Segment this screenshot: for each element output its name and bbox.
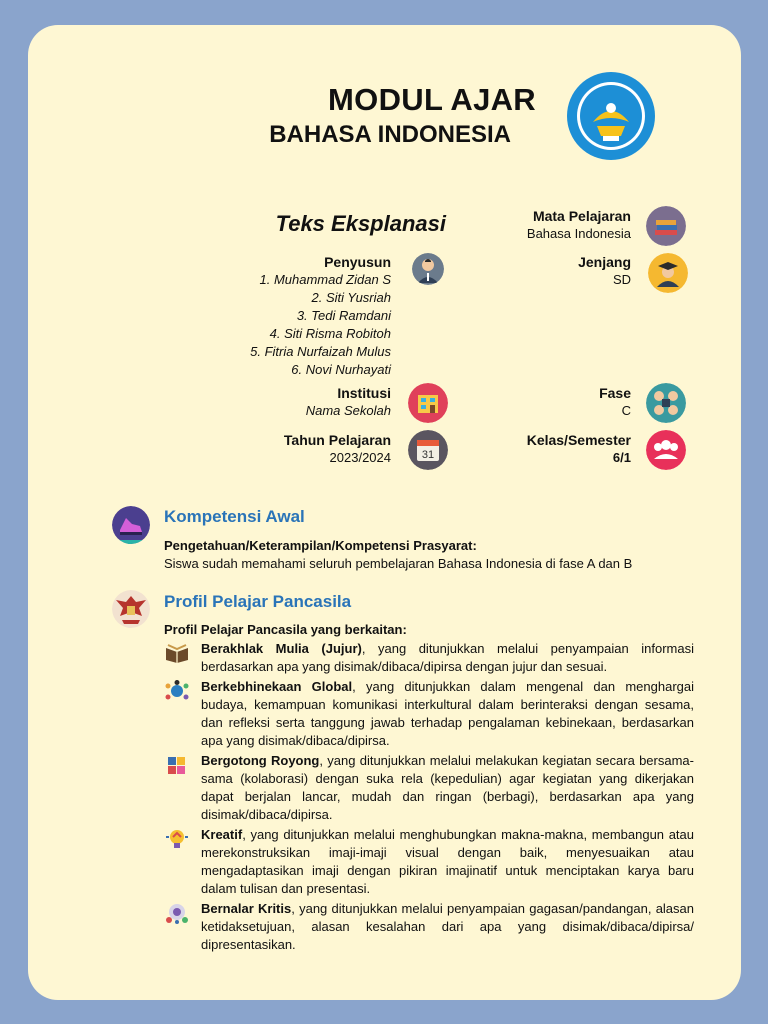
fase-label: Fase [599,385,631,401]
kompetensi-text: Siswa sudah memahami seluruh pembelajaran Bahasa Indonesia di fase A dan B [164,556,633,571]
calendar-icon [408,430,448,470]
tahun-field [284,431,391,467]
garuda-icon [112,590,150,628]
author-item: 5. Fitria Nurfaizah Mulus [250,344,391,359]
profil-item [164,900,694,954]
profil-title: Profil Pelajar Pancasila [164,592,352,611]
kelas-value: 6/1 [612,450,631,465]
institusi-label: Institusi [337,385,391,401]
tut-wuri-handayani-logo [565,70,657,162]
kelas-label: Kelas/Semester [526,432,631,448]
person-icon [412,253,444,285]
graduate-icon [648,253,688,293]
books-icon [646,206,686,246]
institusi-value: Nama Sekolah [305,403,391,418]
penyusun-field [250,253,391,379]
jenjang-value: SD [612,272,631,287]
topic-title: Teks Eksplanasi [275,211,446,236]
profil-head-block [164,621,694,639]
profil-item [164,640,694,676]
profil-item-text: , yang ditunjukkan dalam mengenal dan menghargai budaya, kemampuan komunikasi interkultural dalam berinteraksi dengan sesama, dan refleksi serta tanggung jawab terhadap pengalaman kebinekaan, berdasarkan apa yang disimak/dibaca/dipirsa. [201,679,694,748]
profil-list [164,640,694,954]
calendar-day: 31 [421,449,435,461]
class-group-icon [646,430,686,470]
profil-item-text: , yang ditunjukkan melalui penyampaian gagasan/pandangan, alasan ketidaksetujuan, alasan kesalahan dari apa yang disimak/dibaca/dipirsa/ dipresentasikan. [201,901,695,952]
profil-item-text: , yang ditunjukkan melalui penyampaian informasi berdasarkan apa yang disimak/dibaca/dipirsa dengan jujur dan sesuai. [201,641,694,674]
mapel-value: Bahasa Indonesia [526,226,631,241]
author-list [250,271,391,379]
penyusun-label: Penyusun [324,254,391,270]
kelas-field [527,431,631,467]
profil-item-text: , yang ditunjukkan melalui menghubungkan makna-makna, membangun atau merekonstruksikan imaji-imaji visual dengan baik, menyesuaikan atau mengadaptasikan imaji dengan pikiran imajinatif untuk menciptakan karya baru dalam tulisan dan presentasi. [201,827,694,896]
lightbulb-icon [164,828,190,850]
profil-item-name: Kreatif [201,827,243,842]
kompetensi-title: Kompetensi Awal [164,507,305,526]
puzzle-icon [164,754,190,776]
running-shoe-icon [112,506,150,544]
author-item: 2. Siti Yusriah [311,290,391,305]
profil-head: Profil Pelajar Pancasila yang berkaitan: [164,622,407,637]
book-icon [164,642,190,664]
kompetensi-head: Pengetahuan/Keterampilan/Kompetensi Prasyarat: [164,538,477,553]
mapel-field [527,207,631,243]
profil-item-name: Berkebhinekaan Global [201,679,353,694]
document-title: MODUL AJAR [328,82,536,117]
fase-value: C [621,403,631,418]
teamwork-icon [646,383,686,423]
globe-people-icon [164,680,190,702]
profil-item [164,678,694,750]
profil-item [164,752,694,824]
author-item: 6. Novi Nurhayati [291,362,391,377]
tahun-value: 2023/2024 [329,450,391,465]
jenjang-field [578,253,631,289]
tahun-label: Tahun Pelajaran [283,432,391,448]
fase-field [599,384,631,420]
author-item: 3. Tedi Ramdani [296,308,391,323]
school-building-icon [408,383,448,423]
document-subtitle: BAHASA INDONESIA [269,121,511,148]
author-item: 4. Siti Risma Robitoh [269,326,391,341]
mapel-label: Mata Pelajaran [532,208,631,224]
jenjang-label: Jenjang [578,254,631,270]
profil-item [164,826,694,898]
institusi-field [306,384,391,420]
author-item: 1. Muhammad Zidan S [259,272,391,287]
brain-icon [164,902,190,924]
profil-item-text: , yang ditunjukkan melalui melakukan kegiatan secara bersama-sama (kolaborasi) dengan suka rela (kepedulian) agar kegiatan yang dikerjakan dapat berjalan lancar, mudah dan ringan (berbagi), berdasarkan apa yang disimak/dibaca/dipirsa. [201,753,694,822]
profil-item-name: Bergotong Royong [201,753,320,768]
profil-item-name: Bernalar Kritis [201,901,292,916]
profil-item-name: Berakhlak Mulia (Jujur) [201,641,362,656]
kompetensi-block [164,537,694,573]
